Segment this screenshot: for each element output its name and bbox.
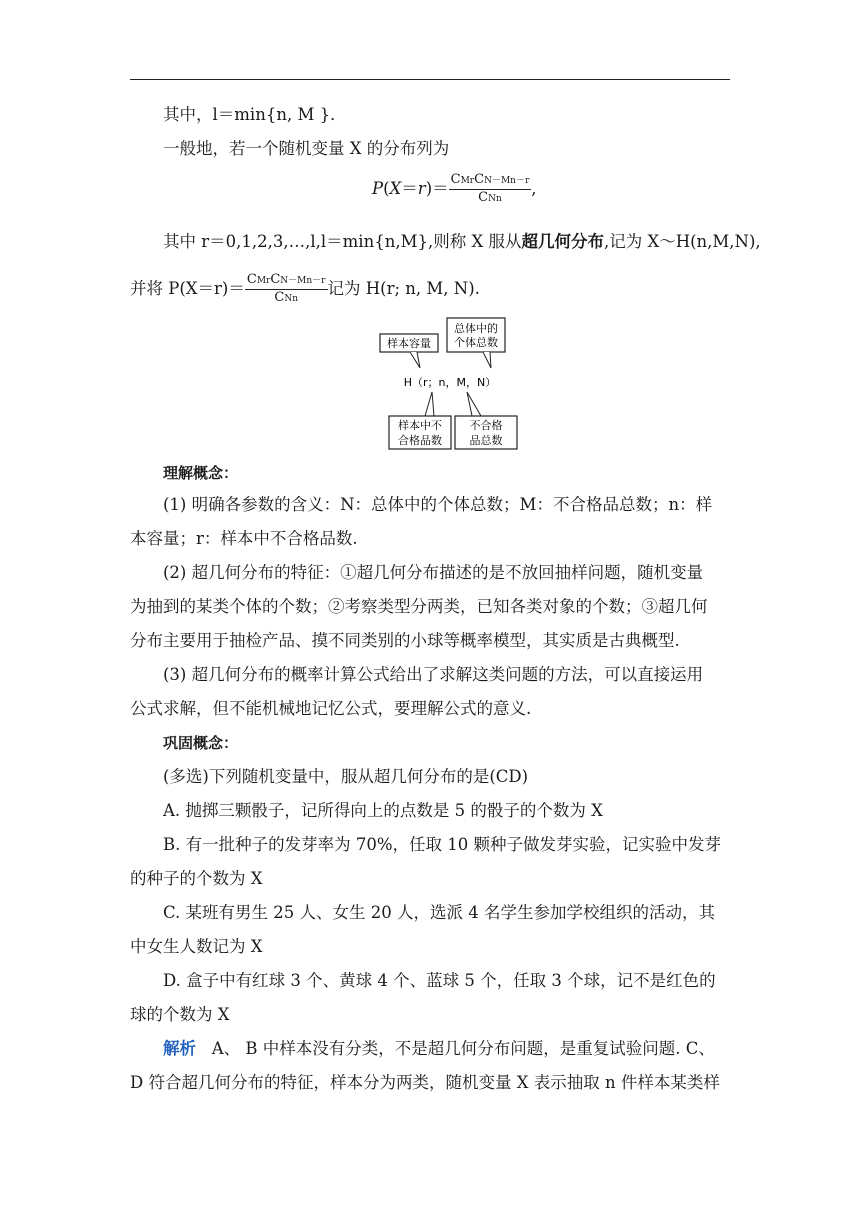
text-line: 并将 P(X＝r)＝ $\frac{\text{CMrCN－Mn－r}}{\text{CNn}}$ 记为 H(r; n, M, N). <box>130 272 480 305</box>
header-rule <box>130 79 730 80</box>
explanation-line: 解析 A、 B 中样本没有分类，不是超几何分布问题，是重复试验问题. C、 <box>163 1039 715 1058</box>
text-line: 其中 r＝0,1,2,3,…,l,l＝min{n,M},则称 X 服从超几何分布,记为 X～H(n,M,N), <box>163 232 761 251</box>
text-line: (3) 超几何分布的概率计算公式给出了求解这类问题的方法，可以直接运用 <box>163 665 704 684</box>
section-title-understand: 理解概念： <box>163 464 239 482</box>
question-stem: (多选)下列随机变量中，服从超几何分布的是(CD) <box>163 767 529 786</box>
option-c-cont: 中女生人数记为 X <box>130 937 263 956</box>
label-sample-defective-1: 样本中不 <box>398 419 442 432</box>
diagram-center-formula: H（r；n，M，N） <box>403 376 497 389</box>
formula-hypergeometric: P(X＝r)＝ $\frac{\text{CMrCN－Mn－r}}{\text{CNn}}$ , <box>372 172 537 205</box>
text-line: 一般地，若一个随机变量 X 的分布列为 <box>163 139 450 158</box>
text-line: 公式求解，但不能机械地记忆公式，要理解公式的意义. <box>130 699 532 718</box>
label-total-defective-2: 品总数 <box>469 434 503 447</box>
term-hypergeometric: 超几何分布 <box>521 232 604 251</box>
parameter-diagram <box>375 316 525 452</box>
label-population-total-1: 总体中的 <box>454 322 498 335</box>
text-line: 本容量；r：样本中不合格品数. <box>130 529 358 548</box>
option-d: D. 盒子中有红球 3 个、黄球 4 个、蓝球 5 个，任取 3 个球，记不是红色的 <box>163 971 716 990</box>
text-line: (1) 明确各参数的含义：N：总体中的个体总数；M：不合格品总数；n：样 <box>163 495 713 514</box>
option-b-cont: 的种子的个数为 X <box>130 869 263 888</box>
text-line: 分布主要用于抽检产品、摸不同类别的小球等概率模型，其实质是古典概型. <box>130 631 680 650</box>
option-d-cont: 球的个数为 X <box>130 1005 230 1024</box>
option-a: A. 抛掷三颗骰子，记所得向上的点数是 5 的骰子的个数为 X <box>163 801 603 820</box>
option-c: C. 某班有男生 25 人、女生 20 人，选派 4 名学生参加学校组织的活动，其 <box>163 903 715 922</box>
section-title-consolidate: 巩固概念： <box>163 734 239 752</box>
text-line: 其中，l＝min{n, M }． <box>163 105 347 124</box>
label-total-defective-1: 不合格 <box>469 419 503 432</box>
label-population-total-2: 个体总数 <box>454 336 498 349</box>
explanation-line-cont: D 符合超几何分布的特征，样本分为两类，随机变量 X 表示抽取 n 件样本某类样 <box>130 1073 720 1092</box>
explanation-label: 解析 <box>163 1039 196 1058</box>
label-sample-defective-2: 合格品数 <box>398 434 442 447</box>
label-sample-size: 样本容量 <box>387 337 431 350</box>
text-line: (2) 超几何分布的特征：①超几何分布描述的是不放回抽样问题，随机变量 <box>163 563 704 582</box>
option-b: B. 有一批种子的发芽率为 70%，任取 10 颗种子做发芽实验，记实验中发芽 <box>163 835 722 854</box>
text-line: 为抽到的某类个体的个数；②考察类型分两类，已知各类对象的个数；③超几何 <box>130 597 708 616</box>
